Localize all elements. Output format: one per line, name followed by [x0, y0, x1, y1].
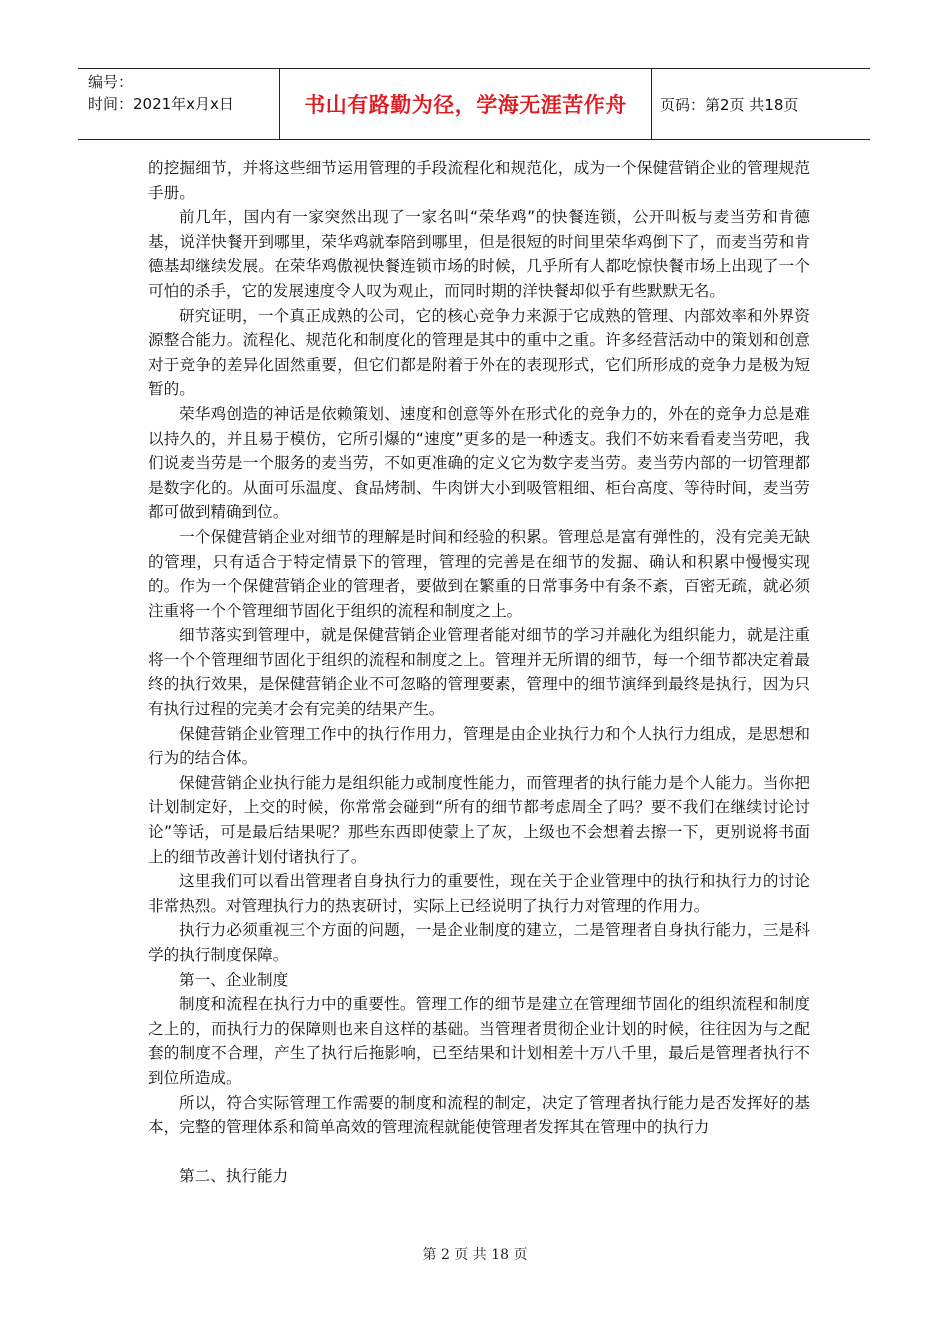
- header-motto: 书山有路勤为径，学海无涯苦作舟: [280, 69, 652, 139]
- paragraph: 执行力必须重视三个方面的问题，一是企业制度的建立，二是管理者自身执行能力，三是科学的执行制度保障。: [148, 921, 810, 964]
- paragraph: 保健营销企业管理工作中的执行作用力，管理是由企业执行力和个人执行力组成，是思想和行为的结合体。: [148, 724, 810, 768]
- paragraph: 一个保健营销企业对细节的理解是时间和经验的积累。管理总是富有弹性的，没有完美无缺的管理，只有适合于特定情景下的管理，管理的完善是在细节的发掘、确认和积累中慢慢实现的。作为一个保健营销企业的管理者，要做到在繁重的日常事务中有条不紊，百密无疏，就必须注重将一个个管理细节固化于组织的流程和制度之上。: [148, 527, 810, 620]
- paragraph: 第一、企业制度: [179, 970, 289, 989]
- paragraph: 前几年，国内有一家突然出现了一家名叫“荣华鸡”的快餐连锁，公开叫板与麦当劳和肯德基，说洋快餐开到哪里，荣华鸡就奉陪到哪里，但是很短的时间里荣华鸡倒下了，而麦当劳和肯德基却继续发展。在荣华鸡傲视快餐连锁市场的时候，几乎所有人都吃惊快餐市场上出现了一个可怕的杀手，它的发展速度令人叹为观止，而同时期的洋快餐却似乎有些默默无名。: [148, 208, 810, 300]
- header-page-info: 页码：第2页 共18页: [660, 95, 799, 114]
- paragraph: 研究证明，一个真正成熟的公司，它的核心竞争力来源于它成熟的管理、内部效率和外界资源整合能力。流程化、规范化和制度化的管理是其中的重中之重。许多经营活动中的策划和创意对于竞争的差异化固然重要，但它们都是附着于外在的表现形式，它们所形成的竞争力是极为短暂的。: [148, 306, 810, 399]
- page-footer: 第 2 页 共 18 页: [422, 1247, 528, 1263]
- paragraph: 荣华鸡创造的神话是依赖策划、速度和创意等外在形式化的竞争力的，外在的竞争力总是难以持久的，并且易于模仿，它所引爆的“速度”更多的是一种透支。我们不妨来看看麦当劳吧，我们说麦当劳是一个服务的麦当劳，不如更准确的定义它为数字麦当劳。麦当劳内部的一切管理都是数字化的。从面可乐温度、食品烤制、牛肉饼大小到吸管粗细、柜台高度、等待时间，麦当劳都可做到精确到位。: [148, 404, 810, 522]
- header-meta: [78, 69, 280, 139]
- document-body: [148, 156, 810, 1189]
- paragraph: 第二、执行能力: [179, 1167, 289, 1186]
- paragraph: 细节落实到管理中，就是保健营销企业管理者能对细节的学习并融化为组织能力，就是注重将一个个管理细节固化于组织的流程和制度之上。管理并无所谓的细节，每一个细节都决定着最终的执行效果，是保健营销企业不可忽略的管理要素，管理中的细节演绎到最终是执行，因为只有执行过程的完美才会有完美的结果产生。: [148, 626, 810, 719]
- document-date: 时间：2021年x月x日: [88, 95, 234, 113]
- paragraph: 这里我们可以看出管理者自身执行力的重要性，现在关于企业管理中的执行和执行力的讨论非常热烈。对管理执行力的热衷研讨，实际上已经说明了执行力对管理的作用力。: [148, 872, 810, 915]
- page-header: [78, 68, 870, 140]
- paragraph: 保健营销企业执行能力是组织能力或制度性能力，而管理者的执行能力是个人能力。当你把计划制定好，上交的时候，你常常会碰到“所有的细节都考虑周全了吗？要不我们在继续讨论讨论”等话，可是最后结果呢？那些东西即使蒙上了灰，上级也不会想着去擦一下，更别说将书面上的细节改善计划付诸执行了。: [148, 773, 810, 866]
- paragraph: 制度和流程在执行力中的重要性。管理工作的细节是建立在管理细节固化的组织流程和制度之上的，而执行力的保障则也来自这样的基础。当管理者贯彻企业计划的时候，往往因为与之配套的制度不合理，产生了执行后拖影响，已至结果和计划相差十万八千里，最后是管理者执行不到位所造成。: [148, 995, 810, 1087]
- paragraph: 的挖掘细节，并将这些细节运用管理的手段流程化和规范化，成为一个保健营销企业的管理规范手册。: [148, 159, 810, 202]
- paragraph: 所以，符合实际管理工作需要的制度和流程的制定，决定了管理者执行能力是否发挥好的基本，完整的管理体系和简单高效的管理流程就能使管理者发挥其在管理中的执行力: [148, 1093, 810, 1137]
- document-number: 编号：: [88, 73, 134, 91]
